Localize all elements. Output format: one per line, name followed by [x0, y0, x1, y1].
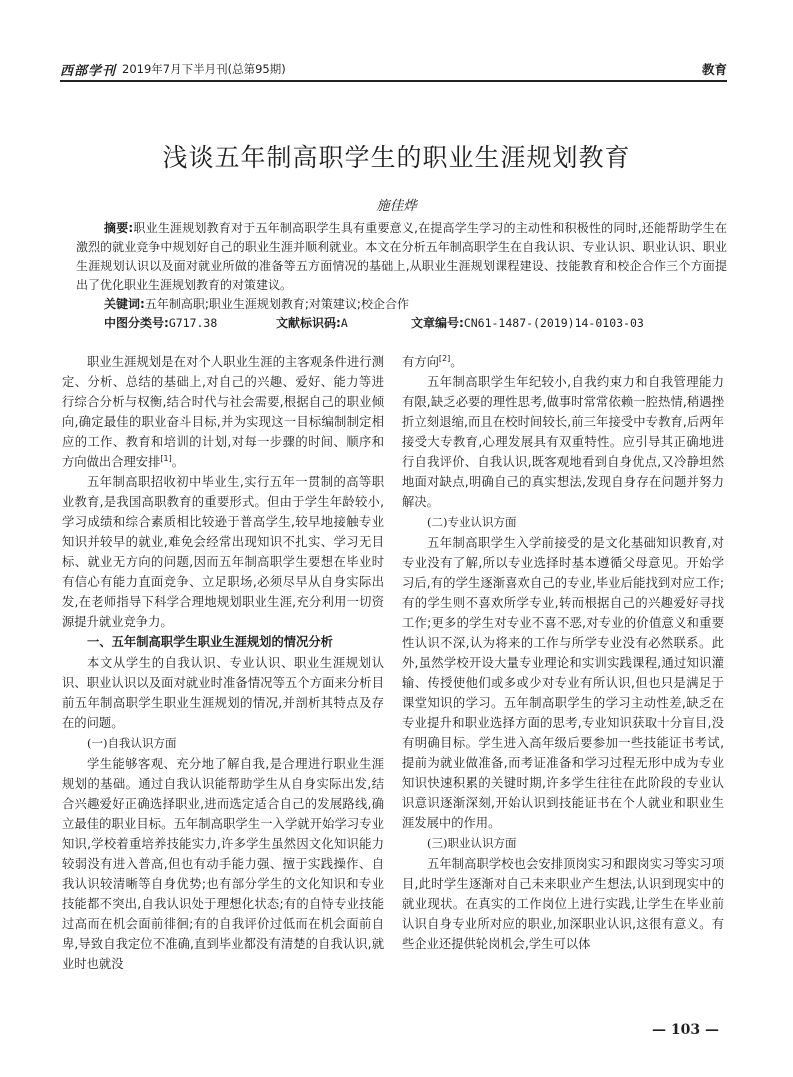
- keywords-text: 五年制高职;职业生涯规划教育;对策建议;校企合作: [144, 297, 409, 311]
- paragraph: [62, 352, 384, 472]
- keywords-label: 关键词:: [104, 297, 145, 311]
- clc-number: [104, 314, 217, 333]
- reference-mark: [1]: [160, 453, 172, 463]
- abstract: [76, 219, 727, 333]
- paragraph-end: 。: [450, 355, 463, 369]
- clc-label: 中图分类号:: [104, 316, 169, 330]
- running-header: [60, 58, 727, 82]
- doc-code-value: A: [340, 316, 348, 330]
- subsection-heading: (二)专业认识方面: [427, 515, 517, 529]
- abstract-text: 职业生涯规划教育对于五年制高职学生具有重要意义,在提高学生学习的主动性和积极性的同时,还能帮助学生在激烈的就业竞争中规划好自己的职业生涯并顺利就业。本文在分析五年制高职学生在自我认识、专业认识、职业认识、职业生涯规划认识以及面对就业所做的准备等五方面情况的基础上,从职业生涯规划课程建设、技能教育和校企合作三个方面提出了优化职业生涯规划教育的对策建议。: [76, 221, 727, 292]
- paragraph: 五年制高职学生年纪较小,自我约束力和自我管理能力有限,缺乏必要的理性思考,做事时常常依赖一腔热情,稍遇挫折立刻退缩,而且在校时间较长,前三年接受中专教育,后两年接受大专教育,心理发展具有双重特性。应引导其正确地进行自我评价、自我认识,既客观地看到自身优点,又冷静坦然地面对缺点,明确自己的真实想法,发现自身存在问题并努力解决。: [402, 375, 724, 509]
- keywords: [76, 295, 727, 314]
- journal-logo: 西部学刊: [60, 64, 117, 79]
- paragraph-text: 有方向: [402, 355, 439, 369]
- paragraph: 本文从学生的自我认识、专业认识、职业生涯规划认识、职业认识以及面对就业时准备情况等五个方面来分析目前五年制高职学生职业生涯规划的情况,并剖析其特点及存在的问题。: [62, 656, 384, 730]
- section-label: 教育: [701, 62, 727, 77]
- author: 施佳烨: [376, 198, 417, 214]
- subsection-heading: (一)自我认识方面: [87, 736, 177, 750]
- left-column: [62, 352, 384, 974]
- doc-code-label: 文献标识码:: [276, 316, 341, 330]
- issue-info: 2019年7月下半月刊(总第95期): [122, 62, 286, 76]
- subsection-heading: (三)职业认识方面: [427, 836, 517, 850]
- paragraph-end: 。: [171, 455, 185, 469]
- abstract-label: 摘要:: [104, 221, 134, 235]
- paragraph: 学生能够客观、充分地了解自我,是合理进行职业生涯规划的基础。通过自我认识能帮助学生从自身实际出发,结合兴趣爱好正确选择职业,进而选定适合自己的发展路线,确立最佳的职业目标。五年制高职学生一入学就开始学习专业知识,学校着重培养技能实力,许多学生虽然因文化知识能力较弱没有进入普高,但也有动手能力强、擅于实践操作、自我认识较清晰等自身优势;也有部分学生的文化知识和专业技能都不突出,自我认识处于理想化状态;有的自恃专业技能过高而在机会面前徘徊;有的自我评价过低而在机会面前自卑,导致自我定位不准确,直到毕业都没有清楚的自我认识,就业时也就没: [62, 757, 384, 971]
- doc-code: [276, 314, 348, 333]
- reference-mark: [2]: [438, 353, 451, 363]
- article-title: 浅谈五年制高职学生的职业生涯规划教育: [162, 143, 631, 172]
- article-number: [411, 314, 644, 333]
- classification-row: [76, 314, 727, 333]
- page-number: — 103 —: [652, 1022, 719, 1038]
- paragraph: 五年制高职学生入学前接受的是文化基础知识教育,对专业没有了解,所以专业选择时基本遵循父母意见。开始学习后,有的学生逐渐喜欢自己的专业,毕业后能找到对应工作;有的学生则不喜欢所学专业,转而根据自己的兴趣爱好寻找工作;更多的学生对专业不喜不恶,对专业的价值意义和重要性认识不深,认为将来的工作与所学专业没有必然联系。此外,虽然学校开设大量专业理论和实训实践课程,通过知识灌输、传授使他们或多或少对专业有所认识,但也只是满足于课堂知识的学习。五年制高职学生的学习主动性差,缺乏在专业提升和职业选择方面的思考,专业知识获取十分盲目,没有明确目标。学生进入高年级后要参加一些技能证书考试,提前为就业做准备,而考证准备和学习过程无形中成为专业知识快速积累的关键时期,许多学生往往在此阶段的专业认识意识逐渐深刻,开始认识到技能证书在个人就业和职业生涯发展中的作用。: [402, 536, 724, 830]
- article-no-label: 文章编号:: [411, 316, 464, 330]
- section-heading: 一、五年制高职学生职业生涯规划的情况分析: [87, 635, 333, 649]
- clc-value: G717.38: [168, 316, 218, 330]
- paragraph: 五年制高职学校也会安排顶岗实习和跟岗实习等实习项目,此时学生逐渐对自己未来职业产生想法,认识到现实中的就业现状。在真实的工作岗位上进行实践,让学生在毕业前认识自身专业所对应的职业,加深职业认识,这很有意义。有些企业还提供轮岗机会,学生可以体: [402, 857, 724, 951]
- paragraph-continued: [402, 352, 724, 372]
- article-no-value: CN61-1487-(2019)14-0103-03: [463, 316, 644, 330]
- right-column: [402, 352, 724, 954]
- paragraph: 五年制高职招收初中毕业生,实行五年一贯制的高等职业教育,是我国高职教育的重要形式。但由于学生年龄较小,学习成绩和综合素质相比较逊于普高学生,较早地接触专业知识并较早的就业,难免会经常出现知识不扎实、学习无目标、就业无方向的问题,因而五年制高职学生要想在毕业时有信心有能力直面竞争、立足职场,必须尽早从自身实际出发,在老师指导下科学合理地规划职业生涯,充分利用一切资源提升就业竞争力。: [62, 475, 384, 629]
- abstract-paragraph: [76, 219, 727, 295]
- paragraph-text: 职业生涯规划是在对个人职业生涯的主客观条件进行测定、分析、总结的基础上,对自己的兴趣、爱好、能力等进行综合分析与权衡,结合时代与社会需要,根据自己的职业倾向,确定最佳的职业奋斗目标,并为实现这一目标编制制定相应的工作、教育和培训的计划,对每一步骤的时间、顺序和方向做出合理安排: [62, 355, 384, 469]
